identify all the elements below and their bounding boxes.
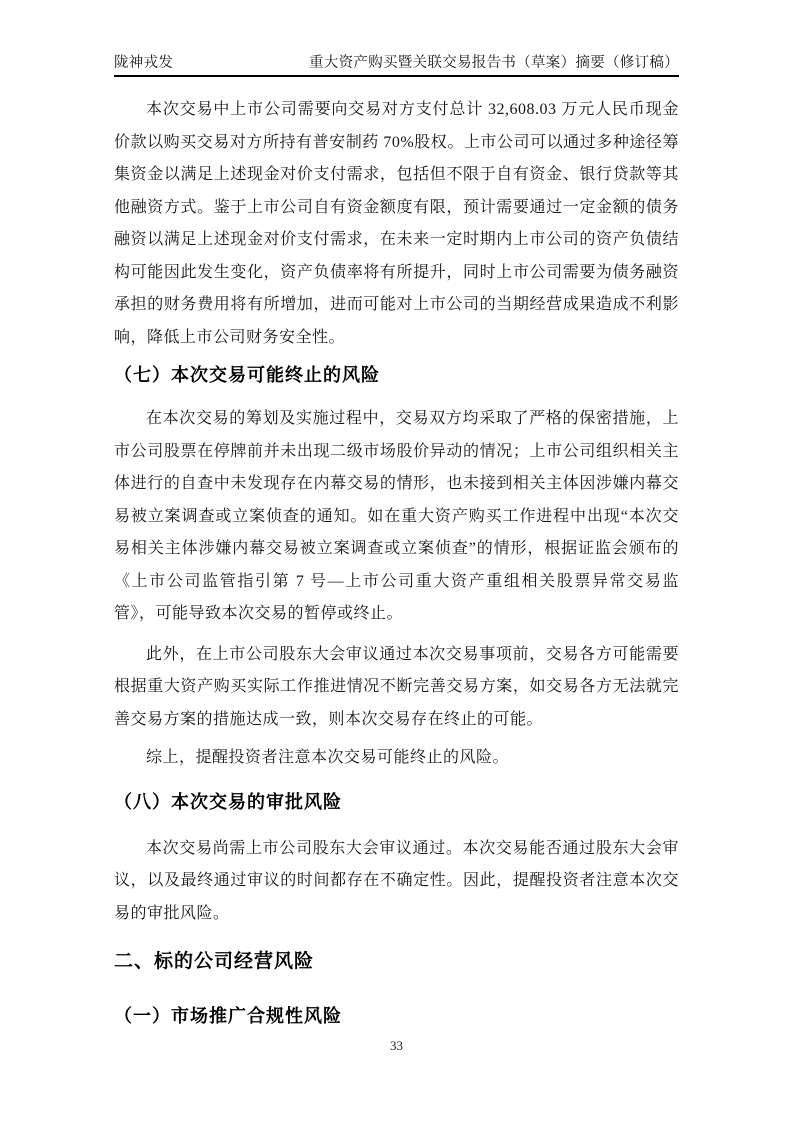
document-body [114, 94, 679, 1028]
paragraph-funding-risk: 本次交易中上市公司需要向交易对方支付总计 32,608.03 万元人民币现金价款以购买交易对方所持有普安制药 70%股权。上市公司可以通过多种途径筹集资金以满足上述现金对价支付需求，包括但不限于自有资金、银行贷款等其他融资方式。鉴于上市公司自有资金额度有限，预计需要通过一定金额的债务融资以满足上述现金对价支付需求，在未来一定时期内上市公司的资产负债结构可能因此发生变化，资产负债率将有所提升，同时上市公司需要为债务融资承担的财务费用将有所增加，进而可能对上市公司的当期经营成果造成不利影响，降低上市公司财务安全性。 [114, 101, 679, 346]
heading-section-1-marketing-compliance-risk: （一）市场推广合规性风险 [114, 1006, 342, 1026]
header-company-name: 陇神戎发 [114, 55, 174, 71]
heading-section-7-termination-risk: （七）本次交易可能终止的风险 [114, 365, 380, 385]
heading-section-8-approval-risk: （八）本次交易的审批风险 [114, 791, 342, 812]
paragraph-confidentiality: 在本次交易的筹划及实施过程中，交易双方均采取了严格的保密措施，上市公司股票在停牌前并未出现二级市场股价异动的情况；上市公司组织相关主体进行的自查中未发现存在内幕交易的情形，也未接到相关主体因涉嫌内幕交易被立案调查或立案侦查的通知。如在重大资产购买工作进程中出现“本次交易相关主体涉嫌内幕交易被立案调查或立案侦查”的情形，根据证监会颁布的《上市公司监管指引第 7 号—上市公司重大资产重组相关股票异常交易监管》，可能导致本次交易的暂停或终止。 [114, 410, 679, 622]
paragraph-scheme-improvement: 此外，在上市公司股东大会审议通过本次交易事项前，交易各方可能需要根据重大资产购买实际工作推进情况不断完善交易方案，如交易各方无法就完善交易方案的措施达成一致，则本次交易存在终止的可能。 [114, 645, 679, 728]
paragraph-approval-risk: 本次交易尚需上市公司股东大会审议通过。本次交易能否通过股东大会审议，以及最终通过审议的时间都存在不确定性。因此，提醒投资者注意本次交易的审批风险。 [114, 839, 679, 922]
running-header [114, 52, 679, 77]
page-number: 33 [390, 1038, 403, 1053]
heading-chapter-2-operating-risk: 二、标的公司经营风险 [114, 951, 315, 972]
paragraph-termination-reminder: 综上，提醒投资者注意本次交易可能终止的风险。 [146, 749, 510, 766]
header-report-title: 重大资产购买暨关联交易报告书（草案）摘要（修订稿） [309, 55, 679, 71]
